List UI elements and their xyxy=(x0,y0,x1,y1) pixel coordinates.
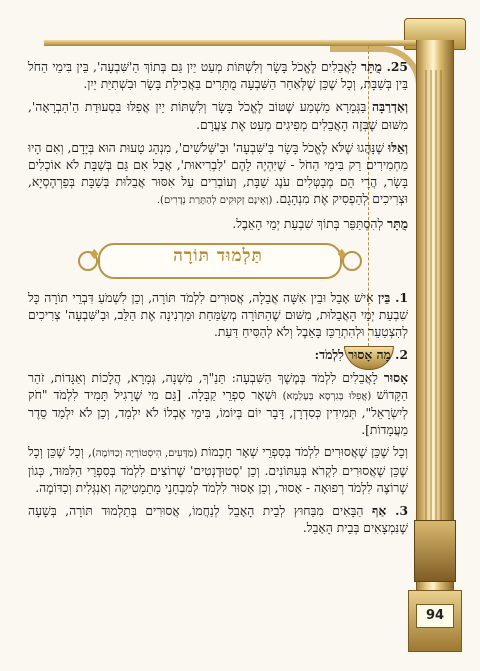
pillar-fluting xyxy=(425,70,445,520)
section-heading xyxy=(28,239,408,281)
paragraph-25 xyxy=(28,58,408,93)
paragraph-2 xyxy=(28,369,408,440)
para-lead: אָסוּר xyxy=(383,369,408,385)
para-lead: וְאַדְרַבָּה xyxy=(372,99,408,115)
page-number: 94 xyxy=(416,604,454,628)
section-title: תַּלְמוּד תּוֹרָה xyxy=(173,245,263,266)
para-text: הַבָּאִים מִבַּחוּץ לְבֵית הָאָבֵל לְנַחֲמוֹ, אֲסוּרִים בְּתַלְמוּד תּוֹרָה, בְּשָׁעָה שֶׁנִּמְצָאִים בְּבֵית הָאָבֵל. xyxy=(28,504,408,536)
pillar-panel xyxy=(414,520,456,582)
para-lead: וְאֵלּוּ xyxy=(388,139,408,155)
para-number: 1. xyxy=(395,289,408,305)
para-lead: אַף xyxy=(372,503,396,519)
page-content xyxy=(28,58,408,542)
para-note: (וְאֵינָם זְקוּקִים לְהַתָּרַת נְדָרִים). xyxy=(156,195,276,207)
paragraph-4 xyxy=(28,502,408,537)
paragraph-2-heading: 2. מָה אָסוּר לִלְמֹד: xyxy=(314,347,408,363)
para-lead: מֻתָּר xyxy=(387,215,408,231)
paragraph-adraba xyxy=(28,98,408,133)
para-text: , וְכָל שֶׁכֵּן וְכָל שֶׁכֵּן שֶׁאֲסוּרִים לִקְרֹא בְּעִתּוֹנִים. וְכֵן 'סְטוּדֶנְטִים' שֶׁרוֹצִים לִלְמֹד בְּסִפְרֵי הַלִּמּוּד, כְּגוֹן שֶׁרוֹצֶה לִלְמֹד רְפוּאָה - אָסוּר, וְכֵן אָסוּר לִלְמֹד לְמִבְחָנֵי מָתֵמָטִיקָה וְאַנְגְּלִית וְכַדּוֹמֶה. xyxy=(28,445,408,495)
para-text: לָאֲבֵלִים לִלְמֹד בְּמֶשֶׁךְ הַשִּׁבְעָה: תַּנַ"ךְ, מִשְׁנָה, גְּמָרָא, הֲלָכוֹת וְאַגָּדוֹת, זֹהַר הַקָּדוֹשׁ xyxy=(28,370,409,402)
para-text: אִישׁ אָבֵל וּבֵין אִשָּׁה אֲבֵלָה, אֲסוּרִים לִלְמֹד תּוֹרָה, וְכֵן לִשְׁמֹעַ דִּבְרֵי תוֹרָה כָּל שִׁבְעַת יְמֵי הָאֲבֵלוּת, מִשּׁוּם שֶׁהַתּוֹרָה מְשַׂמַּחַת וּמַרְנִינָה אֶת הַלֵּב, וּבַ'שִּׁבְעָה' צְרִיכִים לְהִצְטַעֵר וּלְהִתְרַכֵּז בָּאֵבֶל וְלֹא לְהַסִּיחַ דַּעַת. xyxy=(28,290,408,340)
para-text: לְהִסְתַּפֵּר בְּתוֹךְ שִׁבְעַת יְמֵי הָאֵבֶל. xyxy=(232,216,388,231)
para-lead: בֵּין xyxy=(377,289,396,305)
paragraph-mutar xyxy=(28,215,408,233)
paragraph-veelu xyxy=(28,139,408,210)
candle-icon: ♦ xyxy=(88,246,101,263)
para-note: (מַדָּעִים, הִיסְטוֹרְיָה וְכַדּוֹמֶה) xyxy=(91,448,201,460)
paragraph-1 xyxy=(28,289,408,342)
para-note: (אֲפִלּוּ בְּגִרְסָא בְּעָלְמָא) xyxy=(282,390,377,402)
para-text: לָאֲבֵלִים לֶאֱכֹל בָּשָׂר וְלִשְׁתּוֹת מְעַט יַיִן גַּם בְּתוֹךְ הַ'שִּׁבְעָה', בֵּין בִּימֵי הַחֹל בֵּין בְּשַׁבָּת, וְכָל שֶׁכֵּן שֶׁלְּאַחַר הַשִּׁבְעָה מֻתָּרִים בַּאֲכִילַת בָּשָׂר וּבִשְׁתִיַּת יַיִן. xyxy=(28,60,408,92)
paragraph-3 xyxy=(28,444,408,497)
para-text: וְכָל שֶׁכֵּן שֶׁאֲסוּרִים לִלְמֹד בְּסִפְרֵי שְׁאָר חָכְמוֹת xyxy=(200,445,408,460)
para-text: בַּגְּמָרָא מַשְׁמַע שֶׁטּוֹב לֶאֱכֹל בָּשָׂר וְלִשְׁתּוֹת יַיִן אֲפִלּוּ בִּסְעוּדַת הַ'הַבְרָאָה', מִשּׁוּם שֶׁבְּזֶה הָאֲבֵלִים מְפִיגִים מְעַט אֶת צַעֲרָם. xyxy=(28,100,408,132)
para-number: 3. xyxy=(395,503,408,519)
para-text: וּשְׁאָר סִפְרֵי קַבָּלָה. [גַּם מִי שֶׁרָגִיל תָּמִיד לִלְמֹד "חֹק לְיִשְׂרָאֵל", תְּמִידִין כְּסִדְרָן, דָּבָר יוֹם בְּיוֹמוֹ, בִּימֵי אֶבְלוֹ לֹא יִלְמַד, וְכֵן לֹא יִלְמַד סֵדֶר מַעֲמָדוֹת]. xyxy=(28,387,408,438)
para-text: שֶׁנָּהֲגוּ שֶׁלֹּא לֶאֱכֹל בָּשָׂר בַּ'שִּׁבְעָה' וּבַ'שְּׁלֹשִׁים', מִנְהָג טָעוּת הוּא בְּיָדָם, וְאִם הָיוּ מַחְמִירִים רַק בִּימֵי הַחֹל - שֶׁיִּהְיֶה לָהֶם 'לִבְרִיאוּת', אֲבָל אִם גַּם בְּשַׁבָּת לֹא אוֹכְלִים בָּשָׂר, הֲרֵי הֵם מְבַטְּלִים עֹנֶג שַׁבָּת, וְעוֹבְרִים עַל אִסּוּר אֲבֵלוּת בְּשַׁבָּת בְּפַרְהֶסְיָא, וּצְרִיכִים לְהַפְסִיק אֶת מִנְהָגָם. xyxy=(28,140,408,207)
para-lead: 25. מֻתָּר xyxy=(361,59,408,74)
candle-icon: ♦ xyxy=(335,246,348,263)
